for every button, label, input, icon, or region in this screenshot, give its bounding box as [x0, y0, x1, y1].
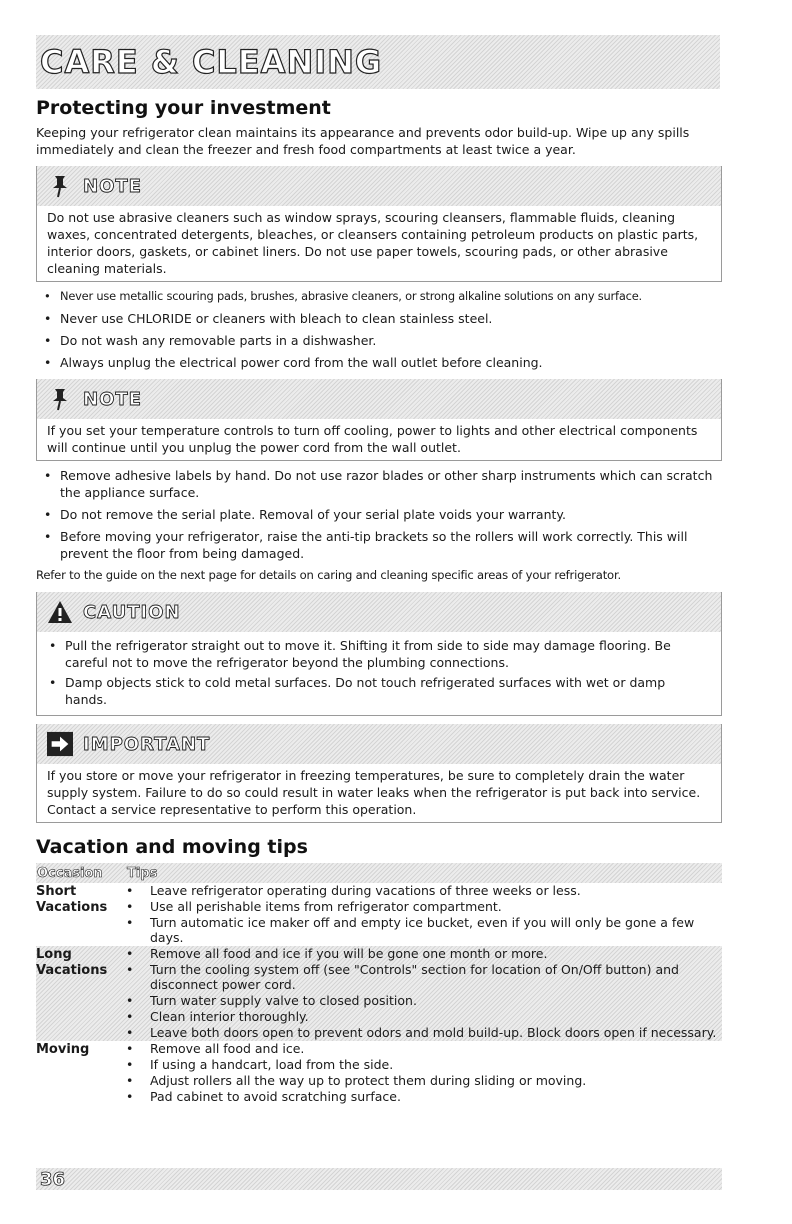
note-box-1 [36, 166, 722, 282]
list-item: • Clean interior thoroughly. [126, 1009, 722, 1024]
list-item: • Leave both doors open to prevent odors and mold build-up. Block doors open if necessary. [126, 1025, 722, 1040]
list-item: • Do not remove the serial plate. Removal of your serial plate voids your warranty. [36, 506, 722, 523]
col-tips: Tips [127, 865, 158, 881]
list-item: • Never use CHLORIDE or cleaners with bleach to clean stainless steel. [36, 310, 722, 327]
table-row [36, 883, 722, 946]
list-item: • Remove all food and ice. [126, 1041, 722, 1056]
list-item: • Remove all food and ice if you will be gone one month or more. [126, 946, 722, 961]
protecting-intro: Keeping your refrigerator clean maintains its appearance and prevents odor build-up. Wipe up any spills immediately and clean the freezer and fresh food compartments at least twice a year. [36, 125, 690, 157]
note-text-1: Do not use abrasive cleaners such as window sprays, scouring cleansers, flammable fluids, cleaning waxes, concentrated detergents, bleaches, or cleansers containing petroleum products on plastic parts, interior doors, gaskets, or cabinet liners. Do not use paper towels, scouring pads, or other abrasive cleaning materials. [47, 210, 699, 276]
list-item: • Use all perishable items from refrigerator compartment. [126, 899, 722, 914]
important-text: If you store or move your refrigerator in freezing temperatures, be sure to completely drain the water supply system. Failure to do so could result in water leaks when the refrigerator is put back into service. Contact a service representative to perform this operation. [47, 768, 701, 817]
list-item: • Adjust rollers all the way up to protect them during sliding or moving. [126, 1073, 722, 1088]
list-item: • Turn water supply valve to closed position. [126, 993, 722, 1008]
occasion-long: Long Vacations [36, 947, 108, 978]
table-row [36, 946, 722, 1041]
page-title: CARE & CLEANING [40, 43, 383, 81]
note-header-2 [37, 379, 721, 419]
important-label: IMPORTANT [83, 733, 211, 755]
list-item: • Never use metallic scouring pads, brushes, abrasive cleaners, or strong alkaline solutions on any surface. [36, 288, 722, 305]
note-header-1 [37, 166, 721, 206]
note-label-1: NOTE [83, 175, 142, 197]
list-item: • Remove adhesive labels by hand. Do not use razor blades or other sharp instruments which can scratch the appliance surface. [36, 467, 722, 501]
caution-header [37, 592, 721, 632]
refer-text: Refer to the guide on the next page for details on caring and cleaning specific areas of your refrigerator. [36, 568, 621, 582]
main-content [36, 96, 722, 1105]
list-item: • Damp objects stick to cold metal surfaces. Do not touch refrigerated surfaces with wet or damp hands. [47, 674, 711, 708]
caution-body [37, 632, 721, 715]
col-occasion: Occasion [37, 865, 103, 881]
cleaning-bullets-2 [36, 467, 722, 562]
caution-box [36, 592, 722, 716]
caution-label: CAUTION [83, 601, 181, 623]
warning-triangle-icon [47, 599, 73, 625]
note-box-2 [36, 379, 722, 461]
important-header [37, 724, 721, 764]
list-item: • Turn automatic ice maker off and empty ice bucket, even if you will only be gone a few days. [126, 915, 722, 945]
note-text-2: If you set your temperature controls to turn off cooling, power to lights and other electrical components will continue until you unplug the power cord from the wall outlet. [47, 423, 698, 455]
list-item: • Leave refrigerator operating during vacations of three weeks or less. [126, 883, 722, 898]
protecting-heading: Protecting your investment [36, 97, 331, 119]
vacation-heading: Vacation and moving tips [36, 836, 308, 858]
occasion-short: Short Vacations [36, 884, 108, 915]
list-item: • If using a handcart, load from the side. [126, 1057, 722, 1072]
list-item: • Do not wash any removable parts in a dishwasher. [36, 332, 722, 349]
list-item: • Before moving your refrigerator, raise the anti-tip brackets so the rollers will work correctly. This will prevent the floor from being damaged. [36, 528, 722, 562]
pushpin-icon [47, 386, 73, 412]
occasion-moving: Moving [36, 1042, 90, 1057]
pushpin-icon [47, 173, 73, 199]
arrow-right-icon [47, 731, 73, 757]
list-item: • Turn the cooling system off (see "Controls" section for location of On/Off button) and disconnect power cord. [126, 962, 722, 992]
table-row [36, 1041, 722, 1105]
section-title-bar [36, 35, 720, 89]
important-box [36, 724, 722, 823]
list-item: • Always unplug the electrical power cord from the wall outlet before cleaning. [36, 354, 722, 371]
page-number: 36 [36, 1168, 722, 1190]
cleaning-bullets-1 [36, 288, 722, 371]
list-item: • Pull the refrigerator straight out to move it. Shifting it from side to side may damage flooring. Be careful not to move the refrigerator beyond the plumbing connections. [47, 637, 711, 671]
list-item: • Pad cabinet to avoid scratching surface. [126, 1089, 722, 1104]
note-label-2: NOTE [83, 388, 142, 410]
tips-table-header [36, 863, 722, 883]
